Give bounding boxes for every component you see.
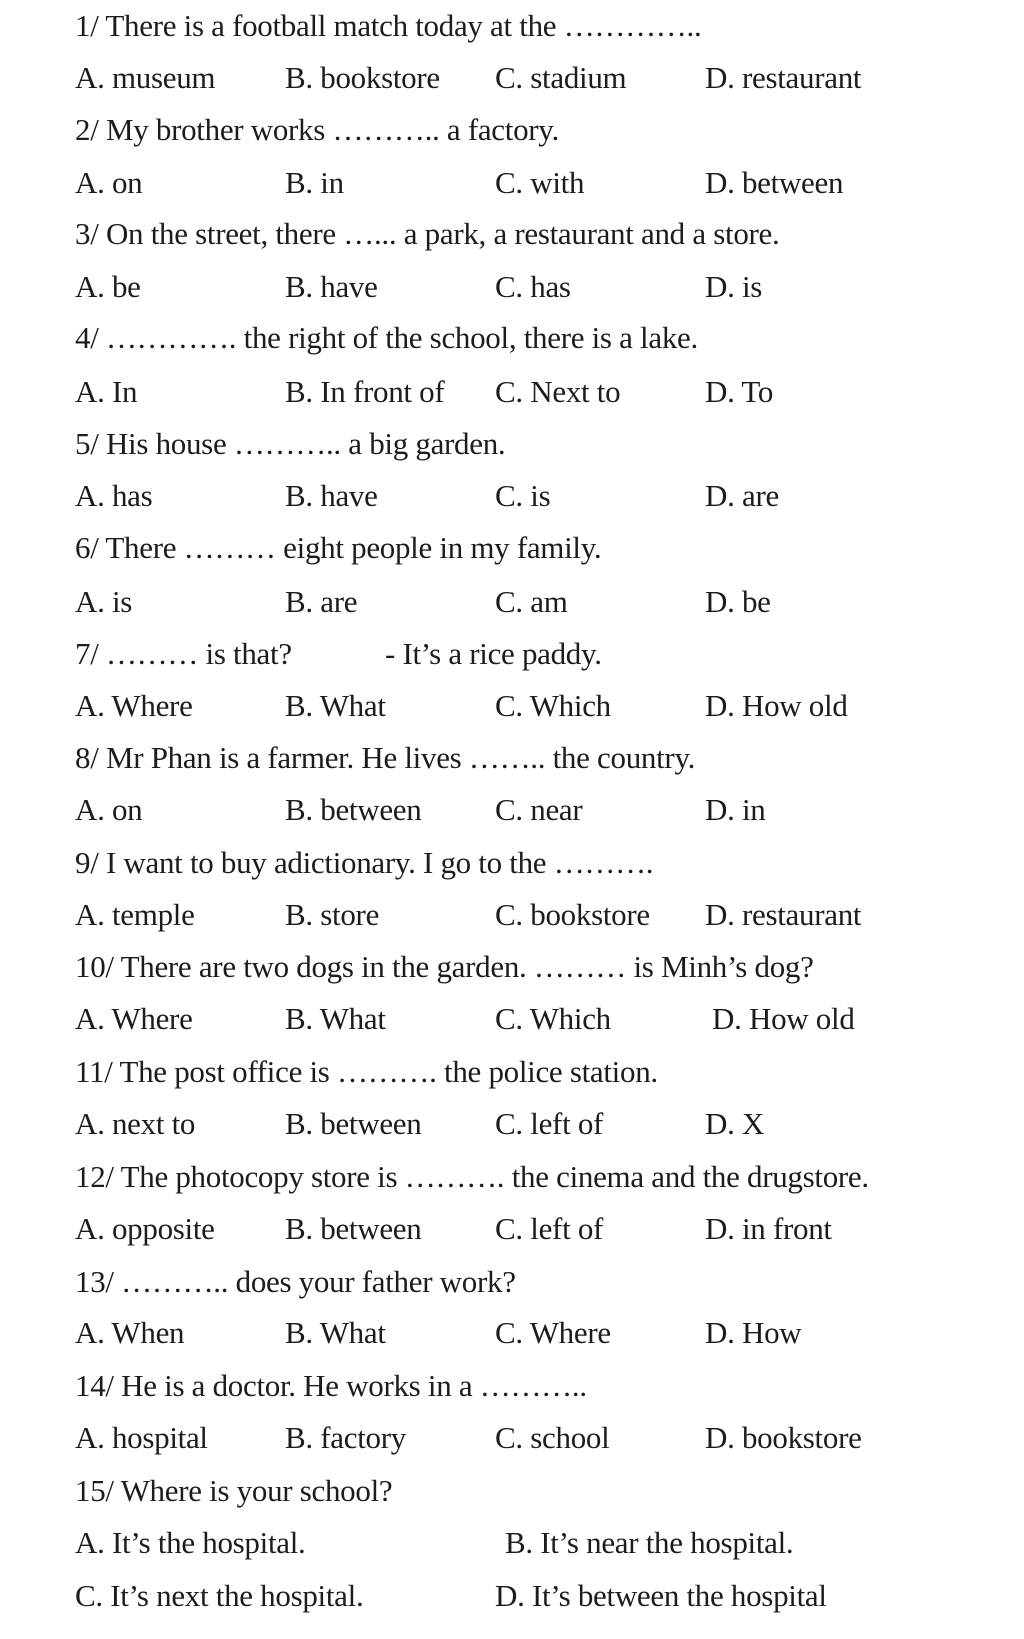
question-4: 4/ …………. the right of the school, there is a lake.: [75, 320, 698, 355]
option-13-c: C. Where: [495, 1315, 611, 1350]
option-4-b: B. In front of: [285, 374, 445, 409]
option-14-a: A. hospital: [75, 1420, 208, 1455]
question-8: 8/ Mr Phan is a farmer. He lives …….. the country.: [75, 740, 696, 775]
option-3-c: C. has: [495, 269, 571, 304]
option-12-d: D. in front: [705, 1211, 832, 1246]
option-13-b: B. What: [285, 1315, 386, 1350]
option-7-d: D. How old: [705, 688, 848, 723]
option-4-c: C. Next to: [495, 374, 621, 409]
option-9-a: A. temple: [75, 897, 195, 932]
option-2-b: B. in: [285, 165, 344, 200]
question-3: 3/ On the street, there …... a park, a restaurant and a store.: [75, 216, 780, 251]
option-10-c: C. Which: [495, 1001, 611, 1036]
question-6: 6/ There ……… eight people in my family.: [75, 530, 602, 565]
option-11-d: D. X: [705, 1106, 765, 1141]
options-10: [0, 999, 1024, 1039]
option-10-a: A. Where: [75, 1001, 193, 1036]
option-7-b: B. What: [285, 688, 386, 723]
option-2-c: C. with: [495, 165, 585, 200]
option-8-a: A. on: [75, 792, 143, 827]
question-1: 1/ There is a football match today at the …………..: [75, 8, 702, 43]
option-3-b: B. have: [285, 269, 378, 304]
option-11-b: B. between: [285, 1106, 422, 1141]
option-11-c: C. left of: [495, 1106, 604, 1141]
option-15-d: D. It’s between the hospital: [495, 1578, 827, 1613]
question-7-answer-hint: - It’s a rice paddy.: [385, 636, 602, 671]
option-1-b: B. bookstore: [285, 60, 440, 95]
options-5: [0, 476, 1024, 516]
options-15-row-2: [0, 1576, 1024, 1616]
option-5-d: D. are: [705, 478, 779, 513]
option-12-b: B. between: [285, 1211, 422, 1246]
option-6-b: B. are: [285, 584, 358, 619]
option-8-c: C. near: [495, 792, 583, 827]
option-7-a: A. Where: [75, 688, 193, 723]
option-4-d: D. To: [705, 374, 774, 409]
option-6-c: C. am: [495, 584, 568, 619]
option-14-b: B. factory: [285, 1420, 406, 1455]
options-8: [0, 790, 1024, 830]
option-10-b: B. What: [285, 1001, 386, 1036]
option-11-a: A. next to: [75, 1106, 196, 1141]
option-10-d: D. How old: [712, 1001, 855, 1036]
question-2: 2/ My brother works ……….. a factory.: [75, 112, 559, 147]
option-14-c: C. school: [495, 1420, 610, 1455]
options-9: [0, 895, 1024, 935]
option-12-a: A. opposite: [75, 1211, 215, 1246]
option-9-c: C. bookstore: [495, 897, 650, 932]
options-3: [0, 267, 1024, 307]
question-5: 5/ His house ……….. a big garden.: [75, 426, 506, 461]
options-1: [0, 58, 1024, 98]
option-15-c: C. It’s next the hospital.: [75, 1578, 364, 1613]
options-11: [0, 1104, 1024, 1144]
option-5-b: B. have: [285, 478, 378, 513]
options-2: [0, 163, 1024, 203]
question-11: 11/ The post office is ………. the police station.: [75, 1054, 658, 1089]
option-5-c: C. is: [495, 478, 551, 513]
options-6: [0, 582, 1024, 622]
option-9-b: B. store: [285, 897, 380, 932]
option-3-a: A. be: [75, 269, 141, 304]
option-9-d: D. restaurant: [705, 897, 862, 932]
option-13-d: D. How: [705, 1315, 802, 1350]
option-15-a: A. It’s the hospital.: [75, 1525, 306, 1560]
question-12: 12/ The photocopy store is ………. the cinema and the drugstore.: [75, 1159, 869, 1194]
option-7-c: C. Which: [495, 688, 611, 723]
question-15: 15/ Where is your school?: [75, 1473, 393, 1508]
option-15-b: B. It’s near the hospital.: [505, 1525, 794, 1560]
option-6-a: A. is: [75, 584, 133, 619]
question-10: 10/ There are two dogs in the garden. ……… is Minh’s dog?: [75, 949, 814, 984]
options-7: [0, 686, 1024, 726]
option-8-d: D. in: [705, 792, 766, 827]
question-7: 7/ ……… is that?: [75, 636, 292, 671]
options-13: [0, 1313, 1024, 1353]
options-12: [0, 1209, 1024, 1249]
question-14: 14/ He is a doctor. He works in a ………..: [75, 1368, 587, 1403]
options-4: [0, 372, 1024, 412]
option-8-b: B. between: [285, 792, 422, 827]
option-6-d: D. be: [705, 584, 771, 619]
option-13-a: A. When: [75, 1315, 185, 1350]
options-15-row-1: [0, 1523, 1024, 1563]
option-14-d: D. bookstore: [705, 1420, 862, 1455]
option-2-d: D. between: [705, 165, 844, 200]
option-12-c: C. left of: [495, 1211, 604, 1246]
option-5-a: A. has: [75, 478, 153, 513]
options-14: [0, 1418, 1024, 1458]
option-1-a: A. museum: [75, 60, 216, 95]
option-3-d: D. is: [705, 269, 763, 304]
option-1-d: D. restaurant: [705, 60, 862, 95]
question-9: 9/ I want to buy adictionary. I go to the ……….: [75, 845, 654, 880]
question-13: 13/ ……….. does your father work?: [75, 1264, 516, 1299]
option-4-a: A. In: [75, 374, 138, 409]
option-2-a: A. on: [75, 165, 143, 200]
option-1-c: C. stadium: [495, 60, 627, 95]
